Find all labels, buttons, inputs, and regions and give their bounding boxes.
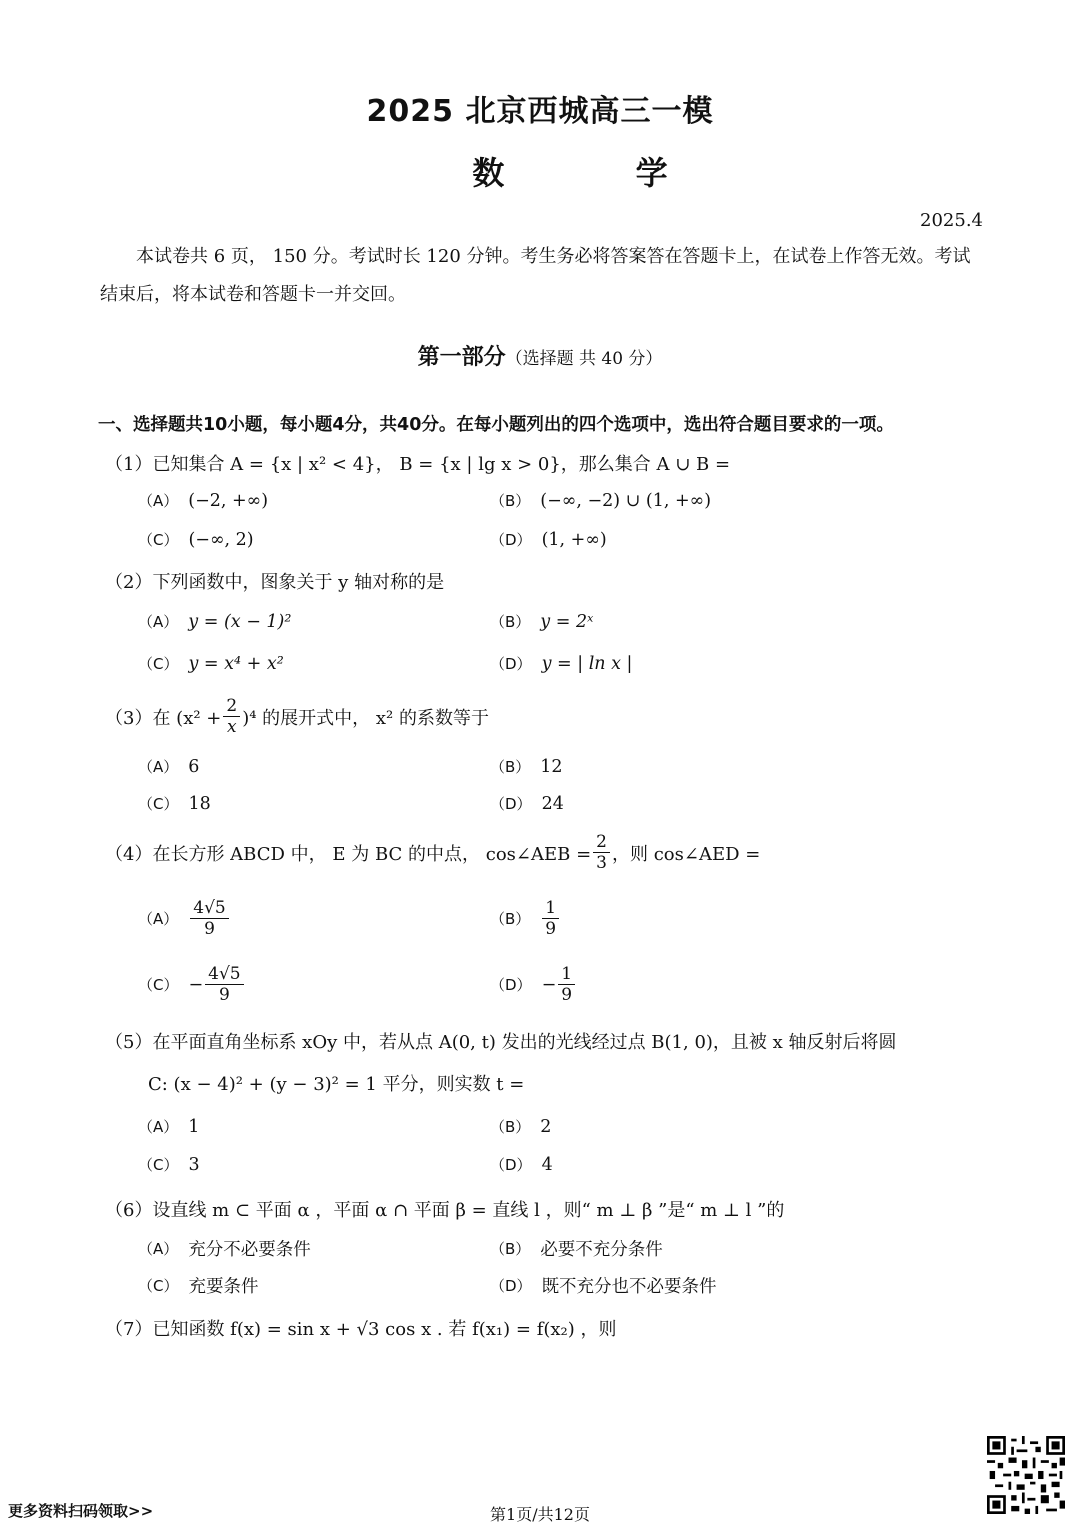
part-heading [0,340,1080,371]
question-4-option-a: （A） $\frac{4√5}{9}$ [138,898,231,939]
question-3-option-a: （A） 6 [138,756,200,777]
part-title: 第一部分 [417,345,506,370]
question-6-option-d: （D） 既不充分也不必要条件 [490,1277,717,1297]
question-6-option-a: （A） 充分不必要条件 [138,1240,311,1260]
question-5-option-c: （C） 3 [138,1154,200,1175]
question-3-option-c: （C） 18 [138,793,211,814]
question-7-stem: （7）已知函数 f(x) = sin x + √3 cos x . 若 f(x₁) = f(x₂) ，则 [105,1319,617,1340]
question-3-stem: （3）在 (x² + $\frac{2}{x}$ )⁴ 的展开式中， x² 的系数等于 [105,696,489,737]
question-6-option-c: （C） 充要条件 [138,1277,259,1297]
question-2-option-c: （C） y = x⁴ + x² [138,653,284,674]
question-2-stem: （2）下列函数中，图象关于 y 轴对称的是 [105,572,445,593]
page-number: 第1页/共12页 [490,1505,590,1524]
question-3-option-b: （B） 12 [490,756,563,777]
question-4-stem: （4）在长方形 ABCD 中， E 为 BC 的中点， cos∠AEB = $\frac{2}{3}$ ，则 cos∠AED = [105,832,761,873]
question-1-option-a: （A） (−2, +∞) [138,490,269,511]
part-note: （选择题 共 40 分） [505,349,663,369]
question-3-option-d: （D） 24 [490,793,564,814]
question-6-option-b: （B） 必要不充分条件 [490,1240,663,1260]
question-5-option-b: （B） 2 [490,1116,552,1137]
question-2-option-d: （D） y = | ln x | [490,653,633,674]
question-2-option-a: （A） y = (x − 1)² [138,611,292,632]
question-6-stem: （6）设直线 m ⊂ 平面 α ，平面 α ∩ 平面 β = 直线 l ，则“ m ⊥ β ”是“ m ⊥ l ”的 [105,1200,785,1221]
exam-title: 2025 北京西城高三一模 [366,94,714,129]
question-2-option-b: （B） y = 2ˣ [490,611,594,632]
section-instruction: 一、选择题共10小题，每小题4分，共40分。在每小题列出的四个选项中，选出符合题目要求的一项。 [98,415,894,435]
question-1-option-c: （C） (−∞, 2) [138,529,254,550]
question-1-option-d: （D） (1, +∞) [490,529,607,550]
question-5-option-d: （D） 4 [490,1154,553,1175]
question-4-option-c: （C） − $\frac{4√5}{9}$ [138,964,246,1005]
question-1-option-b: （B） (−∞, −2) ∪ (1, +∞) [490,490,712,511]
question-5-option-a: （A） 1 [138,1116,200,1137]
footer-promo-text: 更多资料扫码领取>> [8,1502,154,1520]
question-1-stem: （1）已知集合 A = {x | x² < 4}， B = {x | lg x > 0}，那么集合 A ∪ B = [105,454,731,475]
question-4-option-b: （B） $\frac{1}{9}$ [490,898,561,939]
question-5-stem: （5）在平面直角坐标系 xOy 中，若从点 A(0, t) 发出的光线经过点 B(1, 0)，且被 x 轴反射后将圆 [105,1032,897,1053]
intro-paragraph: 本试卷共 6 页， 150 分。考试时长 120 分钟。考生务必将答案答在答题卡上，在试卷上作答无效。考试结束后，将本试卷和答题卡一并交回。 [100,246,971,305]
question-4-option-d: （D） − $\frac{1}{9}$ [490,964,577,1005]
question-5-stem-line2: C: (x − 4)² + (y − 3)² = 1 平分，则实数 t = [148,1074,525,1095]
subject-title: 数 学 [472,154,728,192]
exam-date: 2025.4 [920,210,983,231]
